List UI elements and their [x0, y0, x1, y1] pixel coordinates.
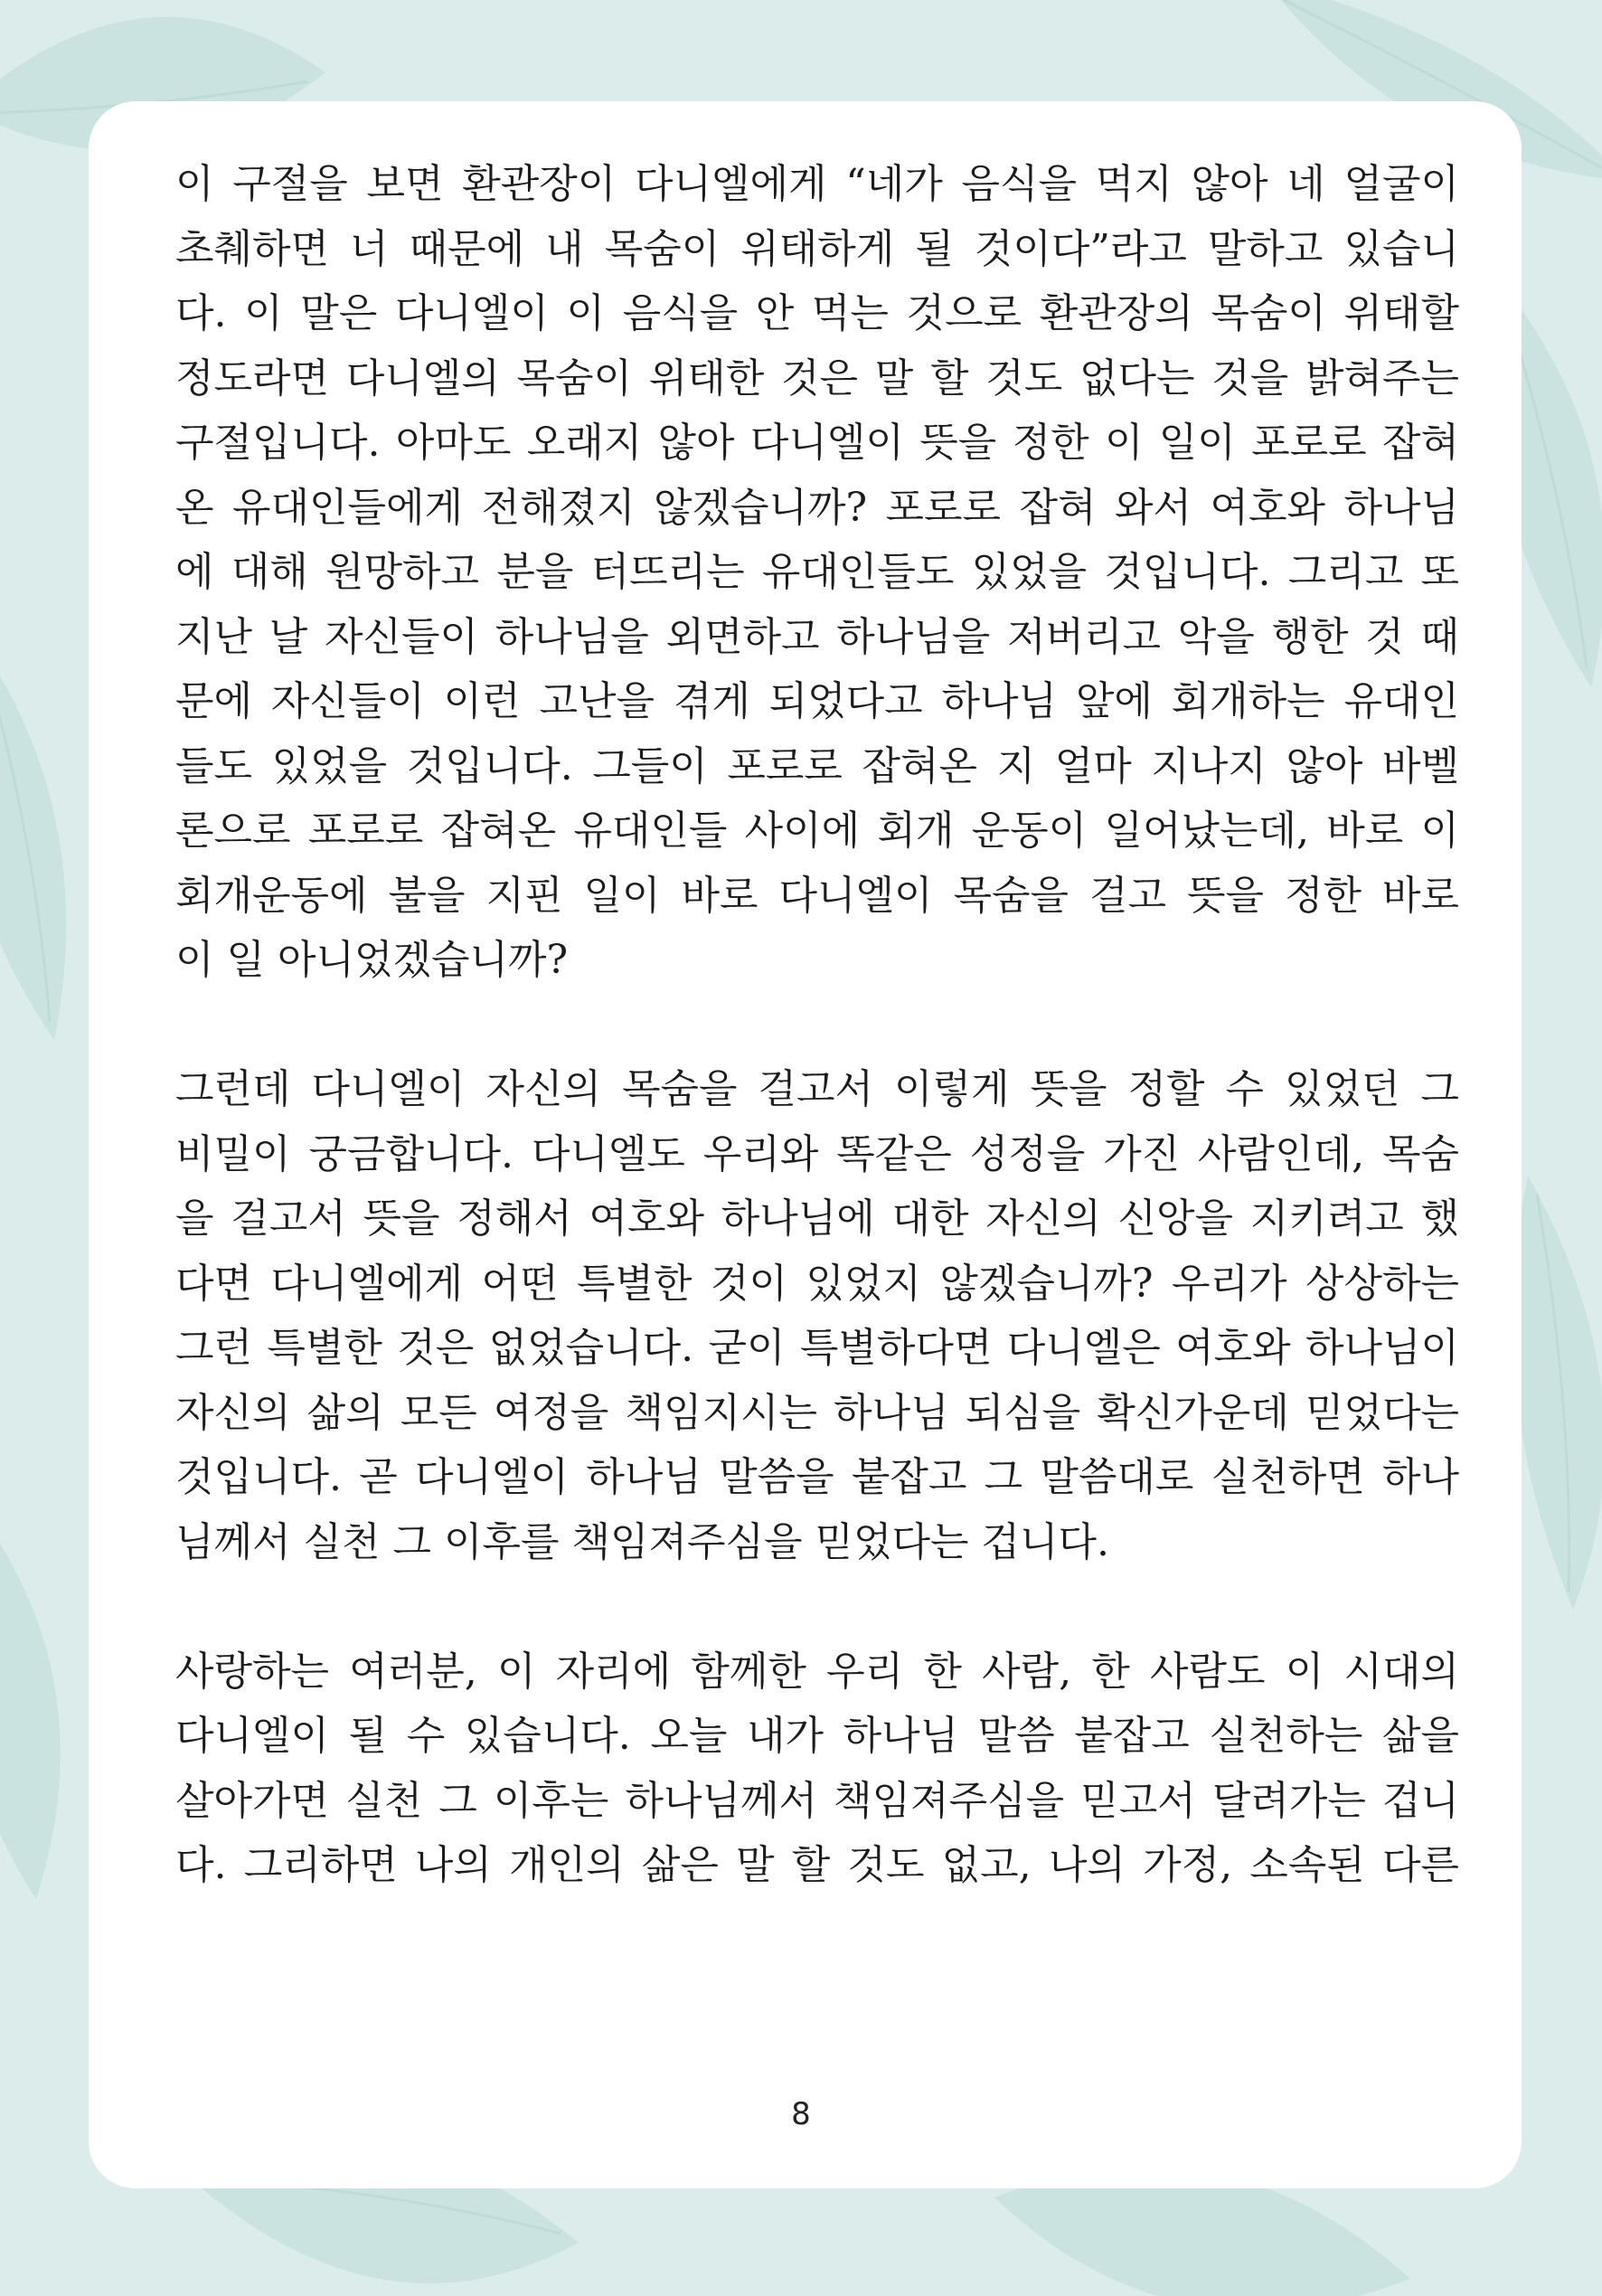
paragraph-gap	[175, 1574, 1459, 1639]
text-line: 지난 날 자신들이 하나님을 외면하고 하나님을 저버리고 악을 행한 것 때	[175, 613, 1459, 660]
text-line: 자신의 삶의 모든 여정을 책임지시는 하나님 되심을 확신가운데 믿었다는	[175, 1389, 1459, 1436]
text-line: 것입니다. 곧 다니엘이 하나님 말씀을 붙잡고 그 말씀대로 실천하면 하나	[175, 1454, 1459, 1500]
text-line: 을 걸고서 뜻을 정해서 여호와 하나님에 대한 자신의 신앙을 지키려고 했	[175, 1195, 1459, 1242]
paragraph-gap	[175, 993, 1459, 1058]
text-line: 문에 자신들이 이런 고난을 겪게 되었다고 하나님 앞에 회개하는 유대인	[175, 678, 1459, 724]
text-line: 비밀이 궁금합니다. 다니엘도 우리와 똑같은 성정을 가진 사람인데, 목숨	[175, 1130, 1459, 1177]
text-line: 다. 그리하면 나의 개인의 삶은 말 할 것도 없고, 나의 가정, 소속된 다른	[175, 1842, 1459, 1888]
text-line: 이 일 아니었겠습니까?	[175, 937, 569, 983]
paragraph	[175, 152, 1459, 993]
text-line: 그런 특별한 것은 없었습니다. 굳이 특별하다면 다니엘은 여호와 하나님이	[175, 1325, 1459, 1371]
text-line: 님께서 실천 그 이후를 책임져주심을 믿었다는 겁니다.	[175, 1518, 1109, 1565]
text-line: 그런데 다니엘이 자신의 목숨을 걸고서 이렇게 뜻을 정할 수 있었던 그	[175, 1066, 1459, 1112]
page-number: 8	[791, 2096, 811, 2132]
text-line: 초췌하면 너 때문에 내 목숨이 위태하게 될 것이다”라고 말하고 있습니	[175, 225, 1459, 272]
text-line: 살아가면 실천 그 이후는 하나님께서 책임져주심을 믿고서 달려가는 겁니	[175, 1777, 1459, 1824]
text-line: 론으로 포로로 잡혀온 유대인들 사이에 회개 운동이 일어났는데, 바로 이	[175, 808, 1459, 854]
document-body	[175, 152, 1459, 1898]
text-line: 들도 있었을 것입니다. 그들이 포로로 잡혀온 지 얼마 지나지 않아 바벨	[175, 742, 1459, 789]
text-line: 에 대해 원망하고 분을 터뜨리는 유대인들도 있었을 것입니다. 그리고 또	[175, 549, 1459, 595]
text-line: 회개운동에 불을 지핀 일이 바로 다니엘이 목숨을 걸고 뜻을 정한 바로	[175, 872, 1459, 919]
text-line: 이 구절을 보면 환관장이 다니엘에게 “네가 음식을 먹지 않아 네 얼굴이	[175, 161, 1459, 207]
text-line: 사랑하는 여러분, 이 자리에 함께한 우리 한 사람, 한 사람도 이 시대의	[175, 1648, 1459, 1695]
text-line: 다니엘이 될 수 있습니다. 오늘 내가 하나님 말씀 붙잡고 실천하는 삶을	[175, 1713, 1459, 1759]
paragraph	[175, 1057, 1459, 1574]
text-line: 온 유대인들에게 전해졌지 않겠습니까? 포로로 잡혀 와서 여호와 하나님	[175, 484, 1459, 531]
text-line: 구절입니다. 아마도 오래지 않아 다니엘이 뜻을 정한 이 일이 포로로 잡혀	[175, 420, 1459, 466]
paragraph	[175, 1639, 1459, 1898]
text-line: 다면 다니엘에게 어떤 특별한 것이 있었지 않겠습니까? 우리가 상상하는	[175, 1260, 1459, 1307]
text-line: 다. 이 말은 다니엘이 이 음식을 안 먹는 것으로 환관장의 목숨이 위태할	[175, 290, 1459, 336]
text-line: 정도라면 다니엘의 목숨이 위태한 것은 말 할 것도 없다는 것을 밝혀주는	[175, 354, 1459, 402]
